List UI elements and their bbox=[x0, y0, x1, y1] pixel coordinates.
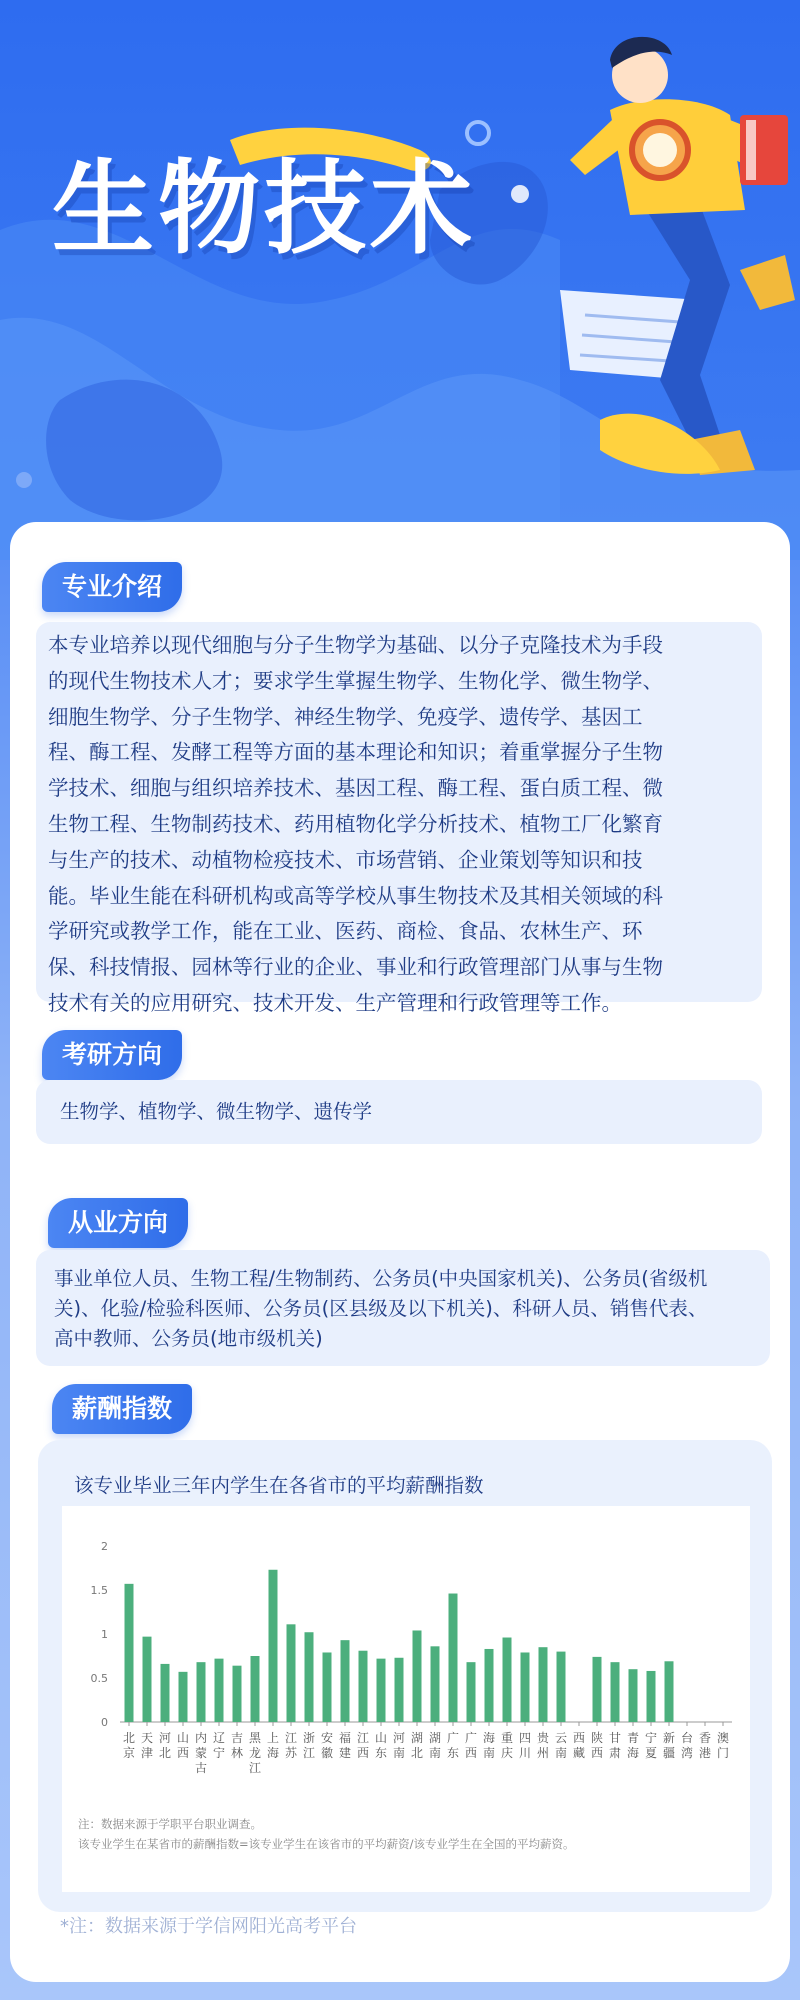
bar-辽宁 bbox=[215, 1659, 224, 1722]
intro-line: 学技术、细胞与组织培养技术、基因工程、酶工程、蛋白质工程、微 bbox=[48, 776, 663, 801]
x-tick-label: 川 bbox=[518, 1746, 532, 1760]
x-tick-label: 蒙 bbox=[194, 1746, 208, 1760]
x-tick-label: 津 bbox=[140, 1746, 154, 1760]
intro-line: 生物工程、生物制药技术、药用植物化学分析技术、植物工厂化繁育 bbox=[48, 811, 663, 836]
x-tick-label: 湖 bbox=[410, 1731, 424, 1745]
footer-note: *注：数据来源于学信网阳光高考平台 bbox=[60, 1916, 357, 1937]
bar-湖北 bbox=[413, 1630, 422, 1722]
x-tick-label: 海 bbox=[482, 1731, 496, 1745]
intro-line: 本专业培养以现代细胞与分子生物学为基础、以分子克隆技术为手段 bbox=[48, 633, 663, 657]
y-tick-label: 0.5 bbox=[90, 1672, 108, 1685]
x-tick-label: 京 bbox=[122, 1746, 136, 1760]
x-tick-label: 建 bbox=[338, 1746, 352, 1760]
x-tick-label: 夏 bbox=[644, 1746, 658, 1760]
bar-上海 bbox=[269, 1570, 278, 1722]
x-tick-label: 天 bbox=[140, 1731, 154, 1745]
y-tick-label: 0 bbox=[101, 1716, 108, 1729]
intro-line: 技术有关的应用研究、技术开发、生产管理和行政管理等工作。 bbox=[48, 990, 622, 1015]
section-tag-graduate: 考研方向 bbox=[42, 1030, 182, 1080]
chart-panel bbox=[62, 1506, 750, 1892]
intro-line: 的现代生物技术人才；要求学生掌握生物学、生物化学、微生物学、 bbox=[48, 668, 663, 693]
x-tick-label: 湾 bbox=[680, 1746, 694, 1760]
x-tick-label: 贵 bbox=[536, 1731, 550, 1745]
bar-新疆 bbox=[665, 1661, 674, 1722]
x-tick-label: 西 bbox=[176, 1746, 190, 1760]
x-tick-label: 北 bbox=[410, 1746, 424, 1760]
x-tick-label: 四 bbox=[518, 1731, 532, 1745]
x-tick-label: 徽 bbox=[320, 1746, 334, 1760]
bar-河南 bbox=[395, 1658, 404, 1722]
x-tick-label: 州 bbox=[536, 1746, 550, 1760]
x-tick-label: 疆 bbox=[662, 1746, 676, 1760]
x-tick-label: 河 bbox=[392, 1731, 406, 1745]
x-tick-label: 福 bbox=[338, 1731, 352, 1745]
x-tick-label: 江 bbox=[356, 1731, 370, 1745]
x-tick-label: 吉 bbox=[230, 1731, 244, 1745]
bar-海南 bbox=[485, 1649, 494, 1722]
x-tick-label: 江 bbox=[248, 1761, 262, 1775]
x-tick-label: 香 bbox=[698, 1731, 712, 1745]
chart-note: 注：数据来源于学职平台职业调查。 bbox=[78, 1817, 262, 1831]
y-tick-label: 2 bbox=[101, 1540, 108, 1553]
intro-box bbox=[36, 622, 762, 1015]
x-tick-label: 龙 bbox=[248, 1746, 262, 1760]
x-tick-label: 肃 bbox=[608, 1746, 622, 1760]
bar-江西 bbox=[359, 1651, 368, 1722]
x-tick-label: 南 bbox=[482, 1746, 496, 1760]
bar-内蒙古 bbox=[197, 1662, 206, 1722]
intro-line: 与生产的技术、动植物检疫技术、市场营销、企业策划等知识和技 bbox=[48, 847, 643, 872]
bar-宁夏 bbox=[647, 1671, 656, 1722]
bar-贵州 bbox=[539, 1647, 548, 1722]
section-tag-career: 从业方向 bbox=[48, 1198, 188, 1248]
x-tick-label: 上 bbox=[266, 1731, 280, 1745]
x-tick-label: 山 bbox=[374, 1731, 388, 1745]
x-tick-label: 西 bbox=[572, 1731, 586, 1745]
x-tick-label: 古 bbox=[194, 1761, 208, 1775]
x-tick-label: 内 bbox=[194, 1731, 208, 1745]
bar-广西 bbox=[467, 1662, 476, 1722]
x-tick-label: 河 bbox=[158, 1731, 172, 1745]
x-tick-label: 门 bbox=[716, 1746, 730, 1760]
bar-山西 bbox=[179, 1672, 188, 1722]
x-tick-label: 海 bbox=[626, 1746, 640, 1760]
chart-title: 该专业毕业三年内学生在各省市的平均薪酬指数 bbox=[74, 1474, 484, 1497]
intro-line: 保、科技情报、园林等行业的企业、事业和行政管理部门从事与生物 bbox=[48, 955, 663, 980]
bar-安徽 bbox=[323, 1652, 332, 1722]
bar-湖南 bbox=[431, 1646, 440, 1722]
x-tick-label: 台 bbox=[680, 1731, 694, 1745]
bar-浙江 bbox=[305, 1632, 314, 1722]
x-tick-label: 江 bbox=[302, 1746, 316, 1760]
bar-河北 bbox=[161, 1664, 170, 1722]
intro-line: 学研究或教学工作，能在工业、医药、商检、食品、农林生产、环 bbox=[48, 919, 643, 944]
x-tick-label: 港 bbox=[698, 1746, 712, 1760]
x-tick-label: 青 bbox=[626, 1731, 640, 1745]
salary-bar-chart bbox=[62, 1506, 750, 1892]
x-tick-label: 海 bbox=[266, 1746, 280, 1760]
bar-重庆 bbox=[503, 1638, 512, 1722]
x-tick-label: 北 bbox=[122, 1731, 136, 1745]
x-tick-label: 新 bbox=[662, 1731, 676, 1745]
y-tick-label: 1.5 bbox=[90, 1584, 108, 1597]
graduate-box bbox=[36, 1080, 762, 1144]
career-line: 关)、化验/检验科医师、公务员(区县级及以下机关)、科研人员、销售代表、 bbox=[54, 1297, 708, 1320]
x-tick-label: 广 bbox=[446, 1731, 460, 1745]
bar-云南 bbox=[557, 1652, 566, 1722]
salary-chart-card bbox=[38, 1440, 772, 1912]
x-tick-label: 湖 bbox=[428, 1731, 442, 1745]
bar-吉林 bbox=[233, 1666, 242, 1722]
bar-青海 bbox=[629, 1669, 638, 1722]
x-tick-label: 南 bbox=[392, 1746, 406, 1760]
intro-line: 程、酶工程、发酵工程等方面的基本理论和知识；着重掌握分子生物 bbox=[48, 740, 663, 765]
x-tick-label: 甘 bbox=[608, 1731, 622, 1745]
y-tick-label: 1 bbox=[101, 1628, 108, 1641]
graduate-text: 生物学、植物学、微生物学、遗传学 bbox=[60, 1100, 373, 1123]
career-line: 事业单位人员、生物工程/生物制药、公务员(中央国家机关)、公务员(省级机 bbox=[54, 1267, 708, 1290]
bar-四川 bbox=[521, 1652, 530, 1722]
bar-北京 bbox=[125, 1584, 134, 1722]
x-tick-label: 山 bbox=[176, 1731, 190, 1745]
x-tick-label: 云 bbox=[554, 1731, 568, 1745]
x-tick-label: 西 bbox=[590, 1746, 604, 1760]
x-tick-label: 宁 bbox=[212, 1746, 226, 1760]
x-tick-label: 陕 bbox=[590, 1731, 604, 1745]
x-tick-label: 西 bbox=[464, 1746, 478, 1760]
x-tick-label: 江 bbox=[284, 1731, 298, 1745]
x-tick-label: 北 bbox=[158, 1746, 172, 1760]
bar-陕西 bbox=[593, 1657, 602, 1722]
x-tick-label: 林 bbox=[230, 1746, 244, 1760]
x-tick-label: 南 bbox=[554, 1746, 568, 1760]
hero-banner bbox=[0, 0, 800, 560]
x-tick-label: 广 bbox=[464, 1731, 478, 1745]
bar-江苏 bbox=[287, 1624, 296, 1722]
bar-甘肃 bbox=[611, 1662, 620, 1722]
page-title: 生物技术 bbox=[52, 150, 476, 269]
x-tick-label: 庆 bbox=[500, 1746, 514, 1760]
section-tag-salary: 薪酬指数 bbox=[52, 1384, 192, 1434]
bar-福建 bbox=[341, 1640, 350, 1722]
x-tick-label: 辽 bbox=[212, 1731, 226, 1745]
x-tick-label: 宁 bbox=[644, 1731, 658, 1745]
x-tick-label: 澳 bbox=[716, 1731, 730, 1745]
x-tick-label: 藏 bbox=[572, 1746, 586, 1760]
x-tick-label: 东 bbox=[446, 1746, 460, 1760]
x-tick-label: 安 bbox=[320, 1731, 334, 1745]
intro-line: 细胞生物学、分子生物学、神经生物学、免疫学、遗传学、基因工 bbox=[48, 704, 643, 729]
x-tick-label: 苏 bbox=[284, 1746, 298, 1760]
intro-line: 能。毕业生能在科研机构或高等学校从事生物技术及其相关领域的科 bbox=[48, 883, 663, 908]
career-box bbox=[36, 1250, 770, 1366]
section-tag-intro: 专业介绍 bbox=[42, 562, 182, 612]
bar-天津 bbox=[143, 1637, 152, 1722]
x-tick-label: 西 bbox=[356, 1746, 370, 1760]
x-tick-label: 重 bbox=[500, 1731, 514, 1745]
hero-background bbox=[0, 0, 800, 560]
bar-山东 bbox=[377, 1659, 386, 1722]
chart-note: 该专业学生在某省市的薪酬指数=该专业学生在该省市的平均薪资/该专业学生在全国的平均薪资。 bbox=[78, 1837, 575, 1851]
x-tick-label: 黑 bbox=[248, 1731, 262, 1745]
bar-黑龙江 bbox=[251, 1656, 260, 1722]
x-tick-label: 东 bbox=[374, 1746, 388, 1760]
x-tick-label: 浙 bbox=[302, 1731, 316, 1745]
bar-广东 bbox=[449, 1594, 458, 1722]
career-line: 高中教师、公务员(地市级机关) bbox=[54, 1327, 323, 1350]
x-tick-label: 南 bbox=[428, 1746, 442, 1760]
